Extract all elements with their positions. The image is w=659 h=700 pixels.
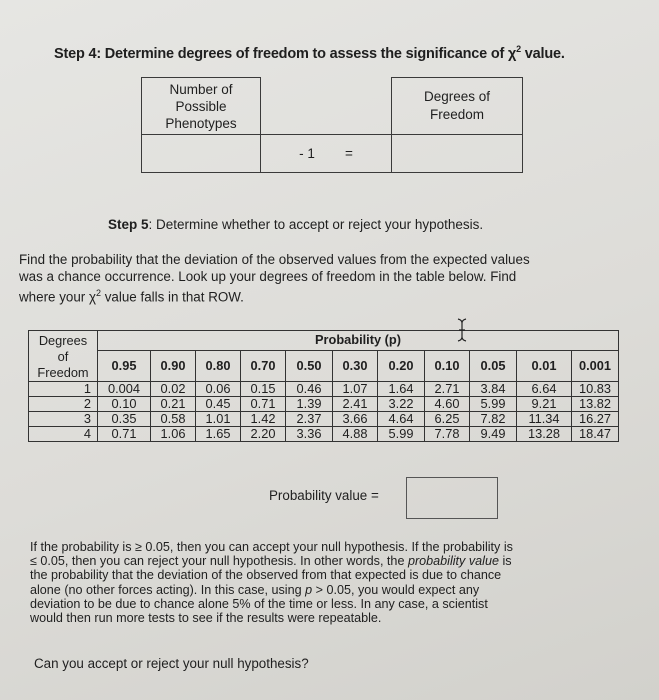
probability-value-label: Probability value = <box>269 488 379 503</box>
degrees-of-freedom-cell: 2 <box>29 397 98 412</box>
chi-square-value-cell: 4.60 <box>425 397 470 412</box>
chi-square-value-cell: 4.64 <box>378 412 425 427</box>
p-value-header-cell: 0.20 <box>378 350 425 381</box>
degrees-of-freedom-cell: 3 <box>29 412 98 427</box>
chi-square-value-cell: 6.64 <box>517 382 572 397</box>
p-value-header-cell: 0.80 <box>196 350 241 381</box>
chi-square-value-cell: 0.02 <box>151 382 196 397</box>
table-row <box>29 412 619 427</box>
text-cursor-icon <box>455 318 469 342</box>
chi-square-value-cell: 1.42 <box>241 412 286 427</box>
degrees-of-freedom-cell: 4 <box>29 427 98 442</box>
probability-header: Probability (p) <box>98 331 619 351</box>
chi-square-value-cell: 9.21 <box>517 397 572 412</box>
table-row <box>29 382 619 397</box>
minus-one-equals-cell: - 1 = <box>261 135 392 173</box>
p-value-header-cell: 0.001 <box>572 350 619 381</box>
chi-square-value-cell: 0.46 <box>286 382 333 397</box>
p-value-header-cell: 0.10 <box>425 350 470 381</box>
dof-column-header: Degrees of Freedom <box>29 331 98 382</box>
p-value-header-cell: 0.01 <box>517 350 572 381</box>
conclusion-paragraph: If the probability is ≥ 0.05, then you can accept your null hypothesis. If the probability is ≤ 0.05, then you can reject your null hypothesis. In other words, the probability value is the probability that the deviation of the observed from that expected is due to chance alone (no other forces acting). In this case, using p > 0.05, you would expect any deviation to be due to chance alone 5% of the time or less. In any case, a scientist would then run more tests to see if the results were repeatable. <box>30 540 513 626</box>
chi-square-probability-table <box>28 330 619 442</box>
chi-square-value-cell: 3.84 <box>470 382 517 397</box>
chi-square-value-cell: 7.78 <box>425 427 470 442</box>
final-question: Can you accept or reject your null hypothesis? <box>34 656 309 671</box>
chi-square-value-cell: 6.25 <box>425 412 470 427</box>
blank-header-cell <box>261 78 392 135</box>
chi-square-value-cell: 10.83 <box>572 382 619 397</box>
chi-square-value-cell: 2.37 <box>286 412 333 427</box>
degrees-of-freedom-cell: 1 <box>29 382 98 397</box>
freedom-answer-cell[interactable] <box>392 135 523 173</box>
chi-square-value-cell: 4.88 <box>333 427 378 442</box>
chi-square-value-cell: 18.47 <box>572 427 619 442</box>
p-value-header-cell: 0.95 <box>98 350 151 381</box>
p-value-header-cell: 0.05 <box>470 350 517 381</box>
step4-heading: Step 4: Determine degrees of freedom to assess the significance of $\chi^2$ value. <box>54 44 565 62</box>
prob-table-body <box>29 382 619 442</box>
chi-square-value-cell: 0.10 <box>98 397 151 412</box>
chi-square-value-cell: 3.66 <box>333 412 378 427</box>
p-value-header-row <box>29 350 619 381</box>
chi-square-value-cell: 0.58 <box>151 412 196 427</box>
chi-square-value-cell: 0.71 <box>98 427 151 442</box>
p-value-header-cell: 0.90 <box>151 350 196 381</box>
instructions-paragraph: Find the probability that the deviation of the observed values from the expected values was a chance occurrence. Look up your degrees of freedom in the table below. Find where your $\chi^2$ value falls in that ROW. <box>19 252 530 305</box>
chi-square-value-cell: 1.01 <box>196 412 241 427</box>
chi-square-value-cell: 2.20 <box>241 427 286 442</box>
chi-square-value-cell: 0.45 <box>196 397 241 412</box>
probability-value-answer-box[interactable] <box>406 477 498 519</box>
table-row <box>29 397 619 412</box>
chi-square-value-cell: 0.35 <box>98 412 151 427</box>
p-value-header-cell: 0.50 <box>286 350 333 381</box>
degrees-of-freedom-table <box>141 77 523 173</box>
chi-square-value-cell: 0.21 <box>151 397 196 412</box>
phenotypes-answer-cell[interactable] <box>142 135 261 173</box>
chi-square-value-cell: 16.27 <box>572 412 619 427</box>
chi-square-value-cell: 3.36 <box>286 427 333 442</box>
chi-square-value-cell: 2.41 <box>333 397 378 412</box>
chi-square-value-cell: 5.99 <box>470 397 517 412</box>
chi-square-value-cell: 0.06 <box>196 382 241 397</box>
chi-square-value-cell: 9.49 <box>470 427 517 442</box>
chi-square-value-cell: 0.004 <box>98 382 151 397</box>
step5-heading: Step 5: Determine whether to accept or reject your hypothesis. <box>108 217 484 232</box>
freedom-header: Degrees of Freedom <box>392 78 523 135</box>
chi-square-value-cell: 2.71 <box>425 382 470 397</box>
chi-square-value-cell: 13.82 <box>572 397 619 412</box>
chi-square-value-cell: 3.22 <box>378 397 425 412</box>
chi-square-value-cell: 1.64 <box>378 382 425 397</box>
chi-square-value-cell: 1.07 <box>333 382 378 397</box>
chi-square-value-cell: 1.06 <box>151 427 196 442</box>
chi-square-value-cell: 1.39 <box>286 397 333 412</box>
chi-square-value-cell: 1.65 <box>196 427 241 442</box>
chi-square-value-cell: 7.82 <box>470 412 517 427</box>
chi-square-value-cell: 13.28 <box>517 427 572 442</box>
phenotypes-header: Number of Possible Phenotypes <box>142 78 261 135</box>
table-row <box>29 427 619 442</box>
chi-square-value-cell: 11.34 <box>517 412 572 427</box>
chi-square-value-cell: 0.15 <box>241 382 286 397</box>
p-value-header-cell: 0.30 <box>333 350 378 381</box>
chi-square-value-cell: 5.99 <box>378 427 425 442</box>
chi-square-value-cell: 0.71 <box>241 397 286 412</box>
p-value-header-cell: 0.70 <box>241 350 286 381</box>
